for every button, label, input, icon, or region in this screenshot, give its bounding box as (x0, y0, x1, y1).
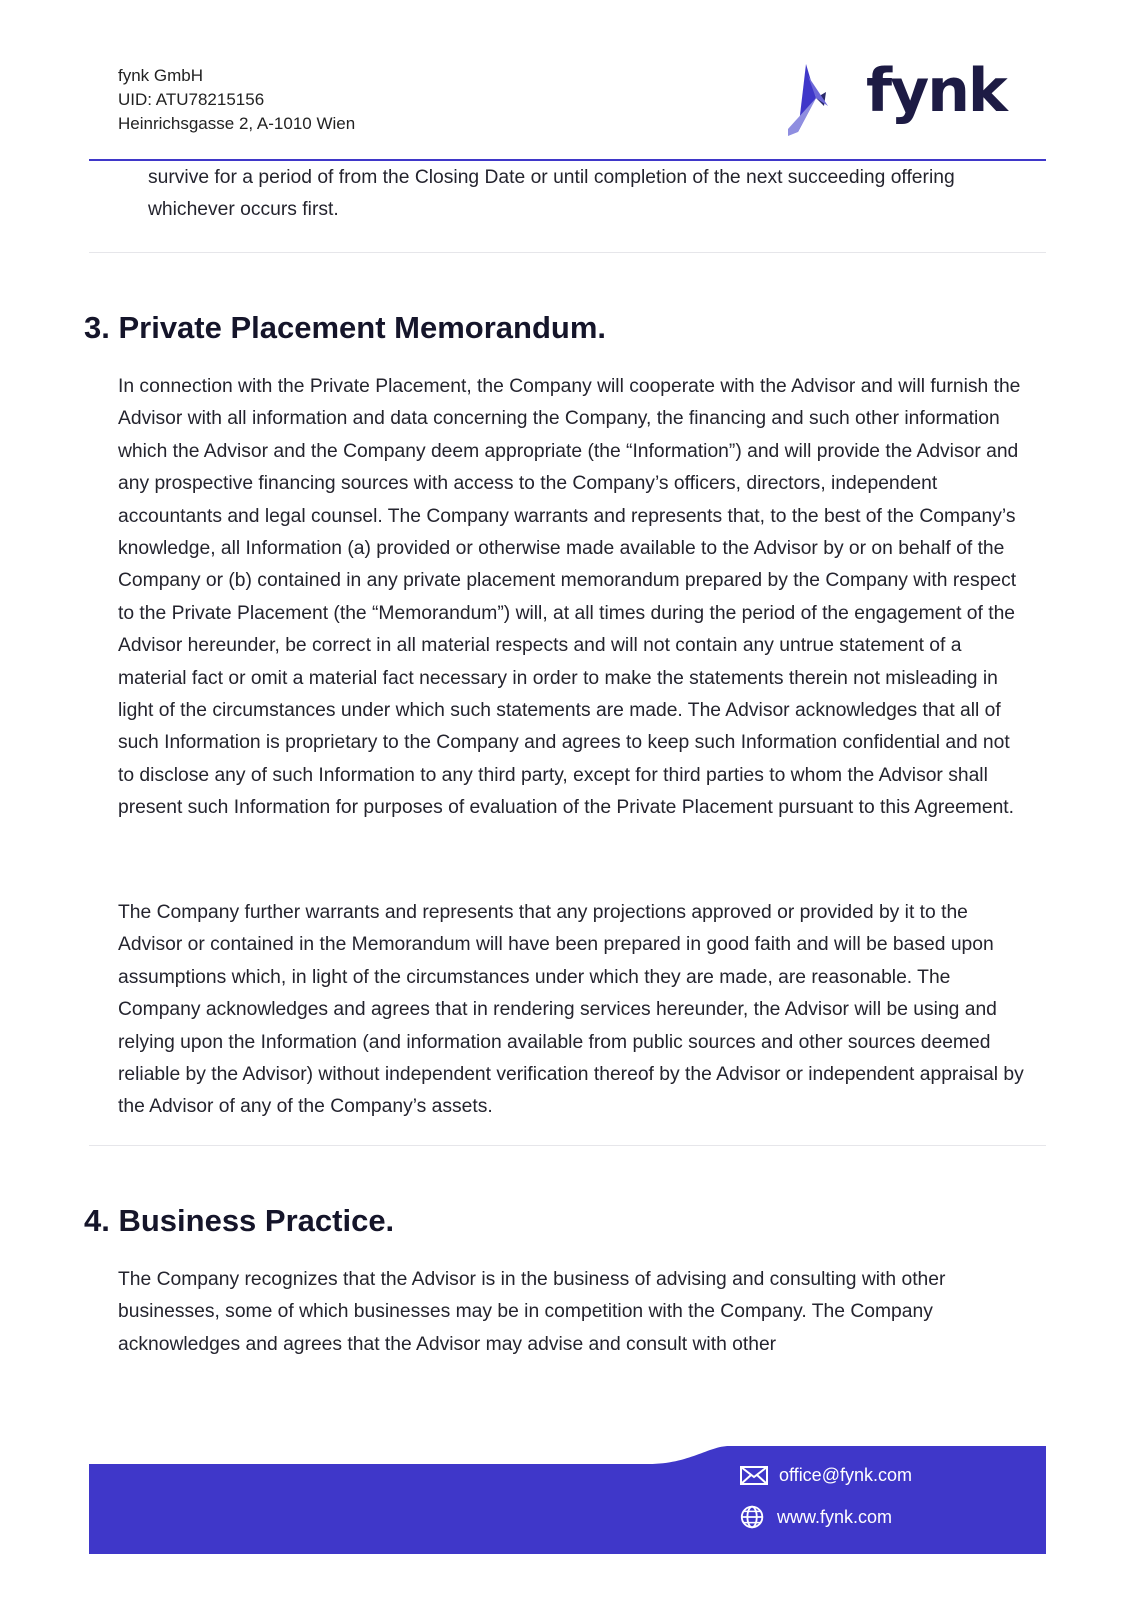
section-3-paragraph-2: The Company further warrants and represents that any projections approved or provided by it to the Advisor or contained in the Memorandum will have been prepared in good faith and will be based upon assumptions which, in light of the circumstances under which they are made, are reasonable. The Company acknowledges and agrees that in rendering services hereunder, the Advisor will be using and relying upon the Information (and information available from public sources and other sources deemed reliable by the Advisor) without independent verification thereof by the Advisor or independent appraisal by the Advisor of any of the Company’s assets. (118, 902, 1024, 1118)
footer-website[interactable] (739, 1504, 892, 1530)
website-link[interactable]: www.fynk.com (777, 1506, 893, 1527)
company-address-block (118, 64, 355, 136)
email-link[interactable]: office@fynk.com (779, 1464, 912, 1485)
footer-email[interactable] (739, 1462, 912, 1488)
section-divider (89, 252, 1046, 253)
section-3-paragraph-1: In connection with the Private Placement, the Company will cooperate with the Advisor and will furnish the Advisor with all information and data concerning the Company, the financing and such other information which the Advisor and the Company deem appropriate (the “Information”) and will provide the Advisor and any prospective financing sources with access to the Company’s officers, directors, independent accountants and legal counsel. The Company warrants and represents that, to the best of the Company’s knowledge, all Information (a) provided or otherwise made available to the Advisor by or on behalf of the Company or (b) contained in any private placement memorandum prepared by the Company with respect to the Private Placement (the “Memorandum”) will, at all times during the period of the engagement of the Advisor hereunder, be correct in all material respects and will not contain any untrue statement of a material fact or omit a material fact necessary in order to make the statements therein not misleading in light of the circumstances under which such statements are made. The Advisor acknowledges that all of such Information is proprietary to the Company and agrees to keep such Information confidential and not to disclose any of such Information to any third party, except for third parties to whom the Advisor shall present such Information for purposes of evaluation of the Private Placement pursuant to this Agreement. (118, 376, 1021, 819)
header-divider (89, 159, 1046, 161)
company-uid: UID: ATU78215156 (118, 90, 265, 109)
section-4-paragraph-1: The Company recognizes that the Advisor is in the business of advising and consulting with other businesses, some of which businesses may be in competition with the Company. The Company acknowledges and agrees that the Advisor may advise and consult with other (118, 1269, 946, 1355)
fynk-logo (808, 56, 1008, 142)
bird-logo-icon (788, 62, 848, 142)
company-address: Heinrichsgasse 2, A-1010 Wien (118, 114, 356, 133)
section-4-heading: 4. Business Practice. (84, 1203, 395, 1238)
intro-continuation-paragraph: survive for a period of from the Closing Date or until completion of the next succeeding offering whichever occurs first. (148, 167, 955, 221)
globe-icon (739, 1504, 767, 1530)
company-name: fynk GmbH (118, 66, 204, 85)
section-3-heading: 3. Private Placement Memorandum. (84, 310, 607, 345)
envelope-icon (739, 1462, 769, 1488)
footer-banner (89, 1446, 1046, 1554)
section-divider (89, 1145, 1046, 1146)
logo-wordmark: fynk (866, 56, 1006, 126)
